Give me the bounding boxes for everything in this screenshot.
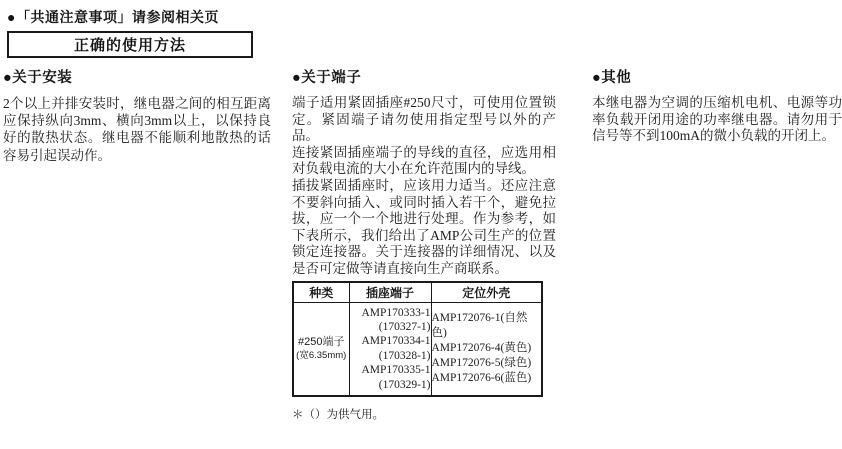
table-footnote: ＊（）为供气用。	[292, 408, 384, 421]
header-locating-housing: 定位外壳	[431, 282, 542, 303]
section-terminals	[292, 66, 556, 422]
cell-socket-terminals	[349, 302, 431, 396]
section-terminals-title: ●关于端子	[292, 70, 362, 86]
correct-usage-heading: 正确的使用方法	[73, 37, 186, 54]
section-other	[592, 66, 842, 145]
connector-table-row	[293, 302, 542, 396]
cell-locating-housings	[431, 302, 542, 396]
connector-table	[292, 281, 543, 397]
cell-kind	[293, 302, 349, 396]
header-kind: 种类	[293, 282, 349, 303]
socket-terminal-part: (170328-1)	[378, 349, 431, 362]
socket-terminal-part: AMP170333-1	[361, 306, 431, 319]
socket-terminal-part: AMP170334-1	[361, 335, 431, 348]
socket-terminal-part: AMP170335-1	[361, 364, 431, 377]
section-terminals-paragraph-2: 连接紧固插座端子的导线的直径，应选用相对负载电流的大小在允许范围内的导线。	[292, 144, 556, 177]
section-other-body: 本继电器为空调的压缩机电机、电源等功率负载开闭用途的功率继电器。请勿用于信号等不到100mA的微小负载的开闭上。	[592, 95, 842, 144]
housing-part: AMP172076-5(绿色)	[431, 357, 532, 370]
kind-width: (宽6.35mm)	[296, 349, 347, 361]
housing-part: AMP172076-4(黄色)	[431, 342, 532, 355]
section-other-title: ●其他	[592, 70, 632, 86]
common-precautions-note: ●「共通注意事项」请参阅相关页	[7, 9, 219, 25]
correct-usage-heading-box	[7, 31, 253, 58]
header-socket-terminal: 插座端子	[349, 282, 431, 303]
connector-table-header-row	[293, 282, 542, 303]
kind-name: #250端子	[298, 335, 345, 348]
section-installation-body: 2个以上并排安装时，继电器之间的相互距离应保持纵向3mm、横向3mm以上，以保持良好的散热状态。继电器不能顺利地散热的话容易引起误动作。	[3, 96, 271, 163]
section-terminals-paragraph-1: 端子适用紧固插座#250尺寸，可使用位置锁定。紧固端子请勿使用指定型号以外的产品。	[292, 95, 556, 144]
socket-terminal-part: (170329-1)	[378, 378, 431, 391]
housing-part: AMP172076-1(自然色)	[431, 312, 528, 340]
section-installation	[3, 66, 271, 164]
section-terminals-paragraph-3: 插拔紧固插座时，应该用力适当。还应注意不要斜向插入、或同时插入若干个，避免拉拔，应一个一个地进行处理。作为参考，如下表所示，我们给出了AMP公司生产的位置锁定连接器。关于连接器的详细情况、以及是否可定做等请直接向生产商联系。	[292, 177, 556, 276]
socket-terminal-part: (170327-1)	[378, 320, 431, 333]
housing-part: AMP172076-6(蓝色)	[431, 372, 532, 385]
section-installation-title: ●关于安装	[3, 70, 73, 86]
